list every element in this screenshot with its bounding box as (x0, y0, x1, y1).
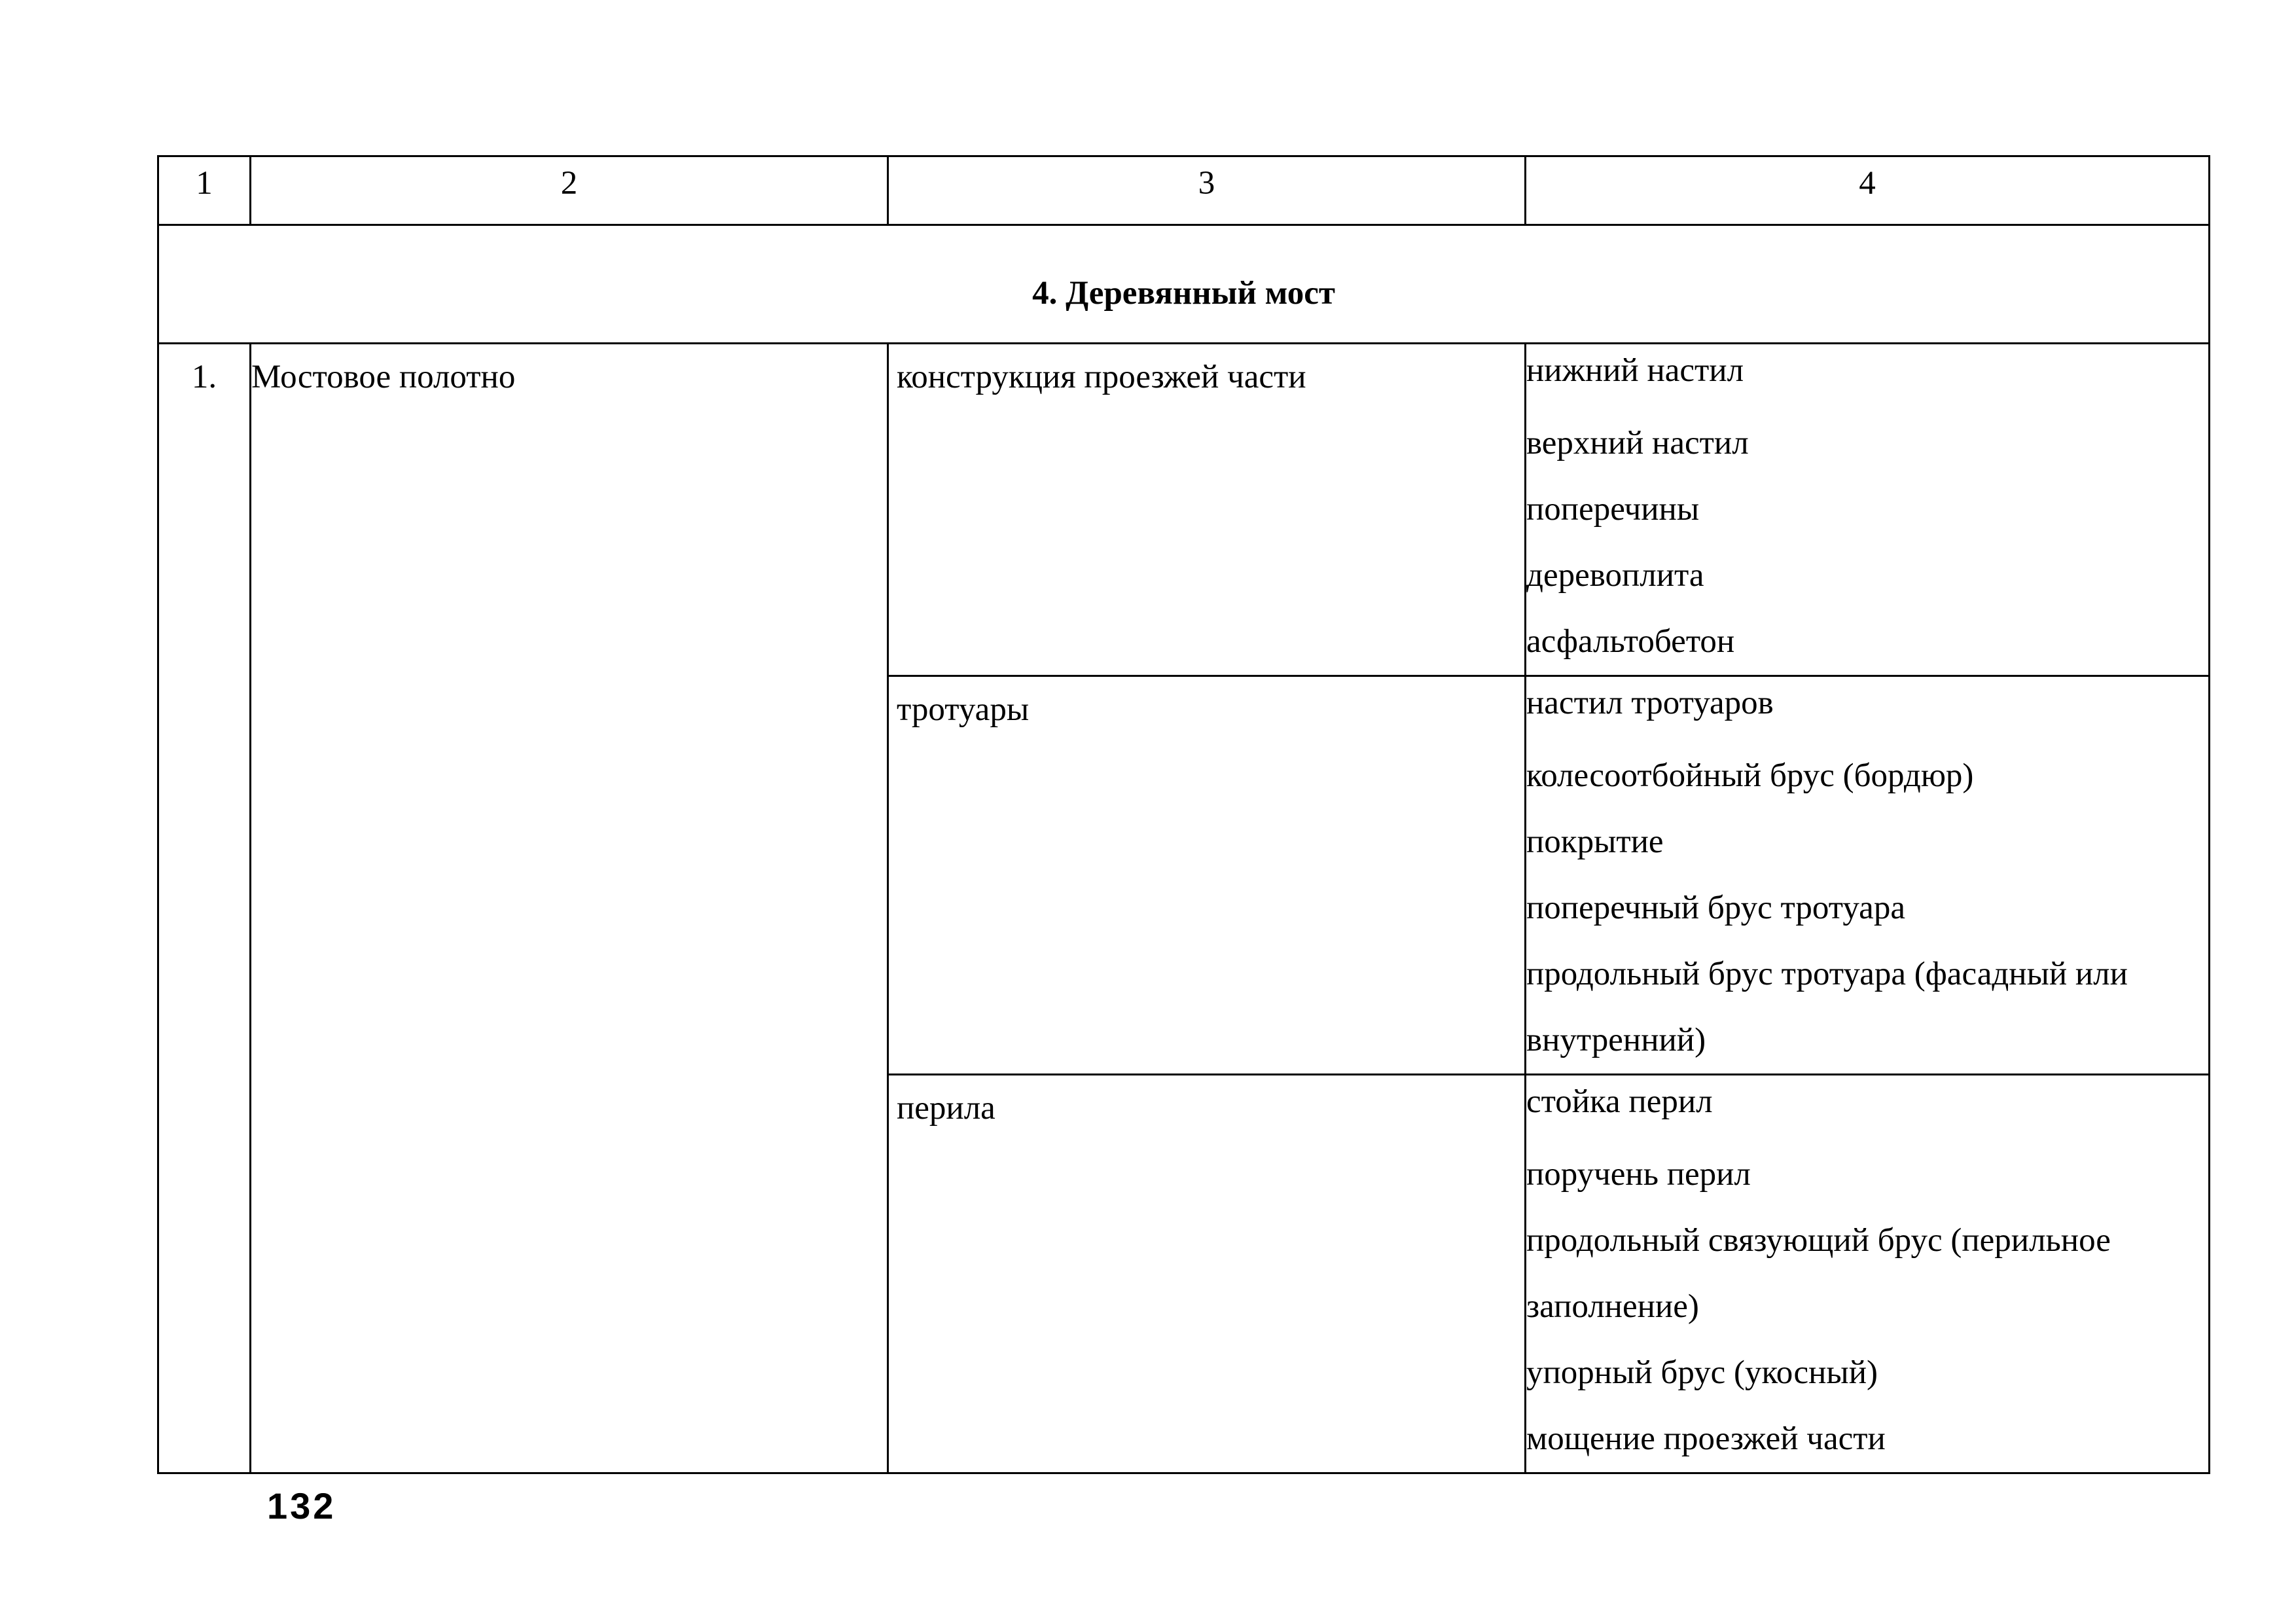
group-name: тротуары (888, 676, 1526, 1075)
column-number: 3 (888, 156, 1526, 225)
list-item: мощение проезжей части (1526, 1420, 1886, 1457)
classification-table (157, 155, 2210, 1474)
list-item: покрытие (1526, 823, 1664, 860)
section-title: 4. Деревянный мост (158, 225, 2210, 344)
group-name: конструкция проезжей части (888, 344, 1526, 676)
element-list (1526, 1075, 2210, 1473)
list-item: настил тротуаров (1526, 685, 1774, 721)
item-name: Мостовое полотно (251, 344, 888, 1473)
list-item: деревоплита (1526, 557, 1704, 594)
list-item: продольный брус тротуара (фасадный или (1526, 956, 2128, 992)
list-item: верхний настил (1526, 425, 1749, 461)
list-item: поперечный брус тротуара (1526, 890, 1905, 926)
column-number: 2 (251, 156, 888, 225)
list-item: стойка перил (1526, 1083, 1713, 1120)
list-item: поперечины (1526, 491, 1700, 528)
section-row (158, 225, 2210, 344)
list-item: нижний настил (1526, 352, 1744, 389)
table-row (158, 344, 2210, 676)
page-number: 132 (267, 1485, 336, 1526)
list-item: продольный связующий брус (перильное (1526, 1222, 2111, 1259)
list-item: заполнение) (1526, 1288, 1699, 1325)
column-number: 1 (158, 156, 251, 225)
item-number: 1. (158, 344, 251, 1473)
element-list (1526, 344, 2210, 676)
list-item: асфальтобетон (1526, 623, 1735, 660)
list-item: внутренний) (1526, 1022, 1706, 1058)
list-item: поручень перил (1526, 1156, 1751, 1193)
list-item: упорный брус (укосный) (1526, 1354, 1878, 1391)
group-name: перила (888, 1075, 1526, 1473)
element-list (1526, 676, 2210, 1075)
list-item: колесоотбойный брус (бордюр) (1526, 757, 1974, 794)
column-number-row (158, 156, 2210, 225)
column-number: 4 (1526, 156, 2210, 225)
